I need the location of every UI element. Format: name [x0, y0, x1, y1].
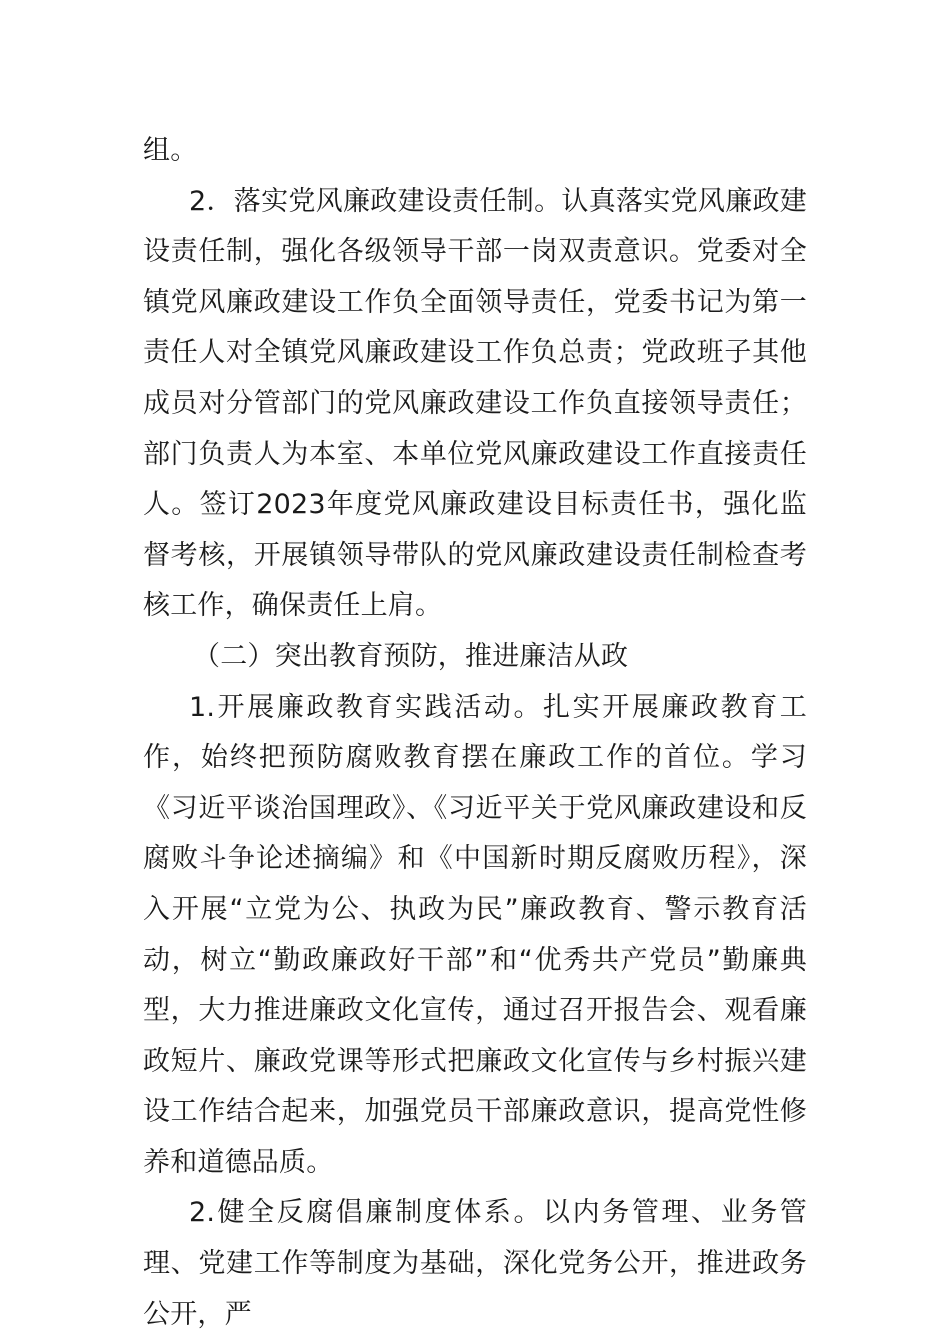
section-heading-education-prevention: （二）突出教育预防，推进廉洁从政 — [193, 640, 629, 672]
paragraph-education-activities: 1.开展廉政教育实践活动。扎实开展廉政教育工作，始终把预防腐败教育摆在廉政工作的首位。学习《习近平谈治国理政》、《习近平关于党风廉政建设和反腐败斗争论述摘编》和《中国新时期反腐败历程》，深入开展“立党为公、执政为民”廉政教育、警示教育活动，树立“勤政廉政好干部”和“优秀共产党员”勤廉典型，大力推进廉政文化宣传，通过召开报告会、观看廉政短片、廉政党课等形式把廉政文化宣传与乡村振兴建设工作结合起来，加强党员干部廉政意识，提高党性修养和道德品质。 — [143, 691, 807, 1178]
paragraph-responsibility-system: 2．落实党风廉政建设责任制。认真落实党风廉政建设责任制，强化各级领导干部一岗双责意识。党委对全镇党风廉政建设工作负全面领导责任，党委书记为第一责任人对全镇党风廉政建设工作负总责；党政班子其他成员对分管部门的党风廉政建设工作负直接领导责任；部门负责人为本室、本单位党风廉政建设工作直接责任人。签订2023年度党风廉政建设目标责任书，强化监督考核，开展镇领导带队的党风廉政建设责任制检查考核工作，确保责任上肩。 — [143, 185, 807, 622]
paragraph-continuation: 组。 — [143, 135, 198, 166]
document-page — [143, 126, 807, 1340]
paragraph-anti-corruption-system: 2.健全反腐倡廉制度体系。以内务管理、业务管理、党建工作等制度为基础，深化党务公开，推进政务公开，严 — [143, 1197, 807, 1330]
